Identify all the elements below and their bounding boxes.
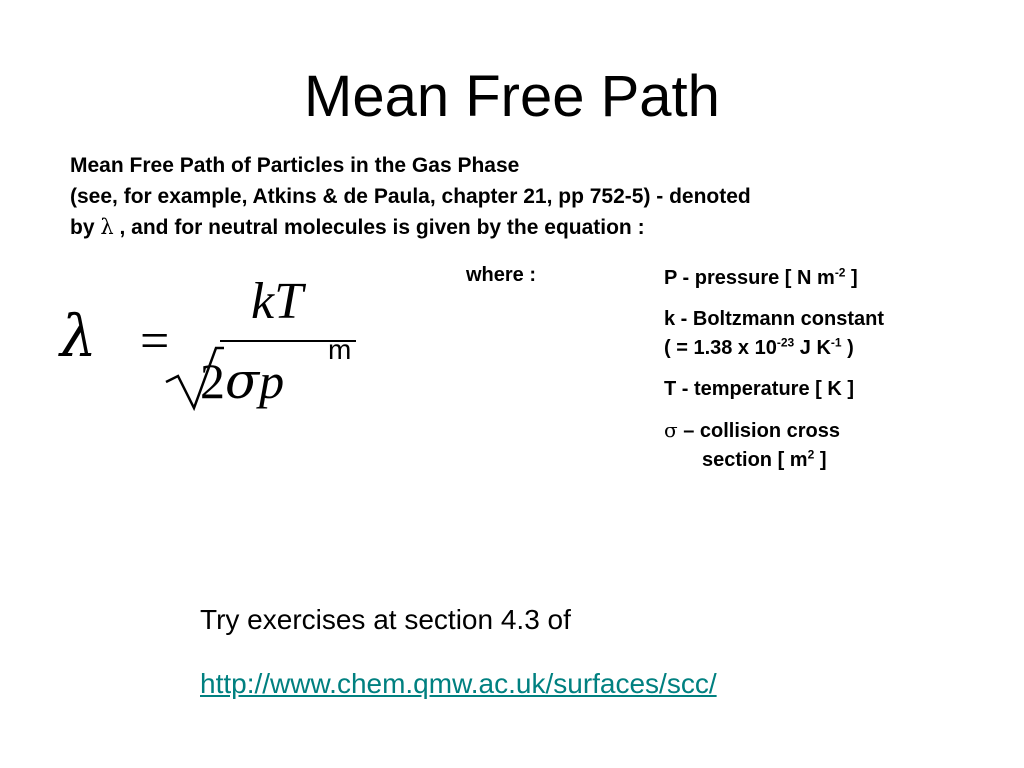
denominator-sigma: σ: [225, 352, 260, 410]
definition-boltzmann: [664, 305, 994, 363]
collision-sup: 2: [807, 447, 815, 462]
collision-dash: –: [677, 420, 700, 442]
boltzmann-sup-2: -1: [830, 335, 842, 350]
equation-denominator: [200, 352, 284, 410]
pressure-end: ]: [845, 267, 858, 289]
collision-line-1: collision cross: [699, 420, 840, 442]
intro-line-1: Mean Free Path of Particles in the Gas Phase: [70, 154, 520, 177]
denominator-p: p: [259, 353, 285, 409]
pressure-text: P - pressure [ N m: [664, 267, 835, 289]
intro-line-3: [70, 212, 950, 243]
boltzmann-sup-1: -23: [776, 335, 795, 350]
slide-title: Mean Free Path: [304, 64, 720, 129]
definition-pressure: [664, 264, 994, 293]
definition-temperature: T - temperature [ K ]: [664, 378, 855, 400]
where-label: where :: [466, 264, 537, 286]
boltzmann-line-2b: J K: [794, 337, 831, 359]
intro-line-2: (see, for example, Atkins & de Paula, chapter 21, pp 752-5) - denoted: [70, 185, 751, 208]
intro-line-3-suffix: , and for neutral molecules is given by the equation :: [113, 216, 645, 239]
exercises-link[interactable]: http://www.chem.qmw.ac.uk/surfaces/scc/: [200, 668, 717, 699]
collision-line-2a: section [ m: [702, 449, 808, 471]
intro-line-3-prefix: by: [70, 216, 101, 239]
boltzmann-line-2a: ( = 1.38 x 10: [664, 337, 777, 359]
lambda-symbol: λ: [100, 215, 114, 239]
boltzmann-line-2c: ): [841, 337, 854, 359]
collision-sigma: σ: [664, 418, 678, 442]
equation-numerator: kT: [251, 273, 303, 330]
definition-collision: [664, 416, 994, 475]
boltzmann-line-1: k - Boltzmann constant: [664, 308, 885, 330]
exercise-note: Try exercises at section 4.3 of: [200, 604, 571, 635]
collision-line-2: [664, 446, 994, 475]
denominator-two: 2: [200, 353, 225, 409]
variable-definitions: [664, 264, 994, 487]
collision-line-2b: ]: [814, 449, 827, 471]
equation-equals: =: [140, 313, 170, 370]
equation-unit: m: [328, 334, 352, 365]
intro-text: [70, 150, 950, 243]
pressure-sup: -2: [834, 265, 846, 280]
equation-lambda: λ: [60, 302, 97, 370]
